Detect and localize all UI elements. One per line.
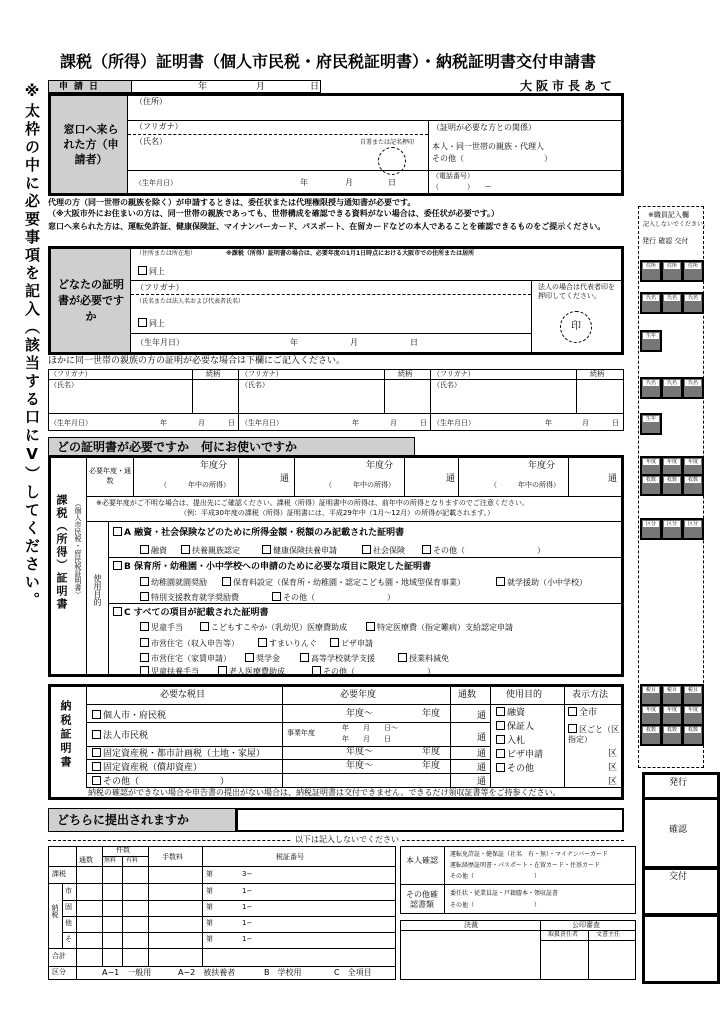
family-name-3[interactable]: （氏名） <box>433 381 461 389</box>
deliver-box: 交付 <box>642 866 720 916</box>
section-submit-to: どちらに提出されますか <box>48 808 236 832</box>
staff-stamp-box: 区分 <box>661 518 683 540</box>
tax-shokyaku[interactable]: 固定資産税（償却資産） <box>92 762 202 773</box>
tax-kotei[interactable]: 固定資産税・都市計画税（土地・家屋） <box>92 748 265 759</box>
staff-stamp-box: 区分 <box>640 518 662 540</box>
page-title: 課税（所得）証明書（個人市民税・府民税証明書）・納税証明書交付申請書 <box>60 52 597 71</box>
target-same-address[interactable]: 同上 <box>138 266 165 276</box>
applicant-birth[interactable]: （生年月日） <box>135 179 177 187</box>
staff-stamp-box: 区分 <box>682 518 704 540</box>
staff-stamp-box: 年度 <box>640 704 662 726</box>
tax-year-3[interactable]: 年度分 <box>528 461 556 471</box>
applicant-address[interactable]: （住所） <box>135 97 167 106</box>
staff-stamp-box: 生年 <box>640 330 662 352</box>
staff-stamp-box: 生年 <box>640 413 662 435</box>
applicant-label-cell: 窓口へ来られた方（申請者） <box>51 96 128 193</box>
staff-stamp-box: 枚数 <box>640 474 662 496</box>
submit-to-field[interactable] <box>236 808 624 832</box>
tax-kojin[interactable]: 個人市・府民税 <box>92 710 166 721</box>
staff-stamp-box: 氏名 <box>661 377 683 399</box>
family-name-1[interactable]: （氏名） <box>50 381 78 389</box>
staff-stamp-box: 氏名 <box>640 292 662 314</box>
relation-options[interactable]: 本人・同一世帯の親族・代理人 <box>432 142 544 151</box>
phone-field[interactable]: （ ） ー <box>432 183 492 191</box>
staff-stamp-box: 年度 <box>682 456 704 478</box>
target-label-cell: どなたの証明書が必要ですか <box>51 249 131 352</box>
staff-remarks-box <box>642 914 720 984</box>
staff-stamp-box: 住所 <box>640 260 662 282</box>
staff-stamp-box: 氏名 <box>682 377 704 399</box>
date-label-cell: 申請日 <box>48 80 132 93</box>
tax-other[interactable]: その他（ ） <box>92 776 229 787</box>
section-which-certificate: どの証明書が必要ですか 何にお使いですか <box>48 437 415 457</box>
staff-stamp-box: 税目 <box>640 684 662 706</box>
tax-hojin[interactable]: 法人市民税 <box>92 730 148 741</box>
staff-stamp-box: 年度 <box>640 456 662 478</box>
family-birth-2[interactable]: （生年月日） <box>241 419 283 427</box>
addressee: 大阪市長あて <box>520 79 617 93</box>
staff-stamp-box: 枚数 <box>640 724 662 746</box>
staff-stamp-box: 氏名 <box>640 377 662 399</box>
purpose-c[interactable]: C すべての項目が記載された証明書 <box>113 607 269 618</box>
corporate-seal: 印 <box>560 311 592 343</box>
staff-stamp-box: 年度 <box>661 456 683 478</box>
target-same-name[interactable]: 同上 <box>138 318 165 328</box>
target-birth[interactable]: （生年月日） <box>136 338 184 347</box>
staff-stamp-box: 年度 <box>682 704 704 726</box>
family-birth-3[interactable]: （生年月日） <box>433 419 475 427</box>
staff-stamp-box: 税目 <box>661 684 683 706</box>
check-box: 確認 <box>642 798 720 870</box>
staff-stamp-box: 税目 <box>682 684 704 706</box>
side-instruction: ※太枠の中に必要事項を記入（該当する口にV）してください。 <box>23 82 41 610</box>
staff-stamp-box: 住所 <box>682 260 704 282</box>
staff-stamp-box: 年度 <box>661 704 683 726</box>
application-date-field[interactable]: 年 月 日 <box>131 80 321 93</box>
staff-stamp-box: 枚数 <box>661 474 683 496</box>
staff-stamp-box: 氏名 <box>682 292 704 314</box>
applicant-name[interactable]: （氏名） <box>135 137 167 146</box>
staff-stamp-box: 枚数 <box>682 474 704 496</box>
approval-table <box>400 920 636 980</box>
family-birth-1[interactable]: （生年月日） <box>50 419 92 427</box>
tax-year-1[interactable]: 年度分 <box>200 461 228 471</box>
purpose-a[interactable]: A 融資・社会保険などのために所得金額・税額のみ記載された証明書 <box>113 527 404 538</box>
staff-stamp-box: 氏名 <box>661 292 683 314</box>
tax-year-2[interactable]: 年度分 <box>366 461 394 471</box>
staff-stamp-box: 枚数 <box>682 724 704 746</box>
issue-box: 発行 <box>642 772 720 800</box>
family-name-2[interactable]: （氏名） <box>241 381 269 389</box>
purpose-b[interactable]: B 保育所・幼稚園・小中学校への申請のために必要な項目に限定した証明書 <box>113 561 431 572</box>
staff-stamp-box: 住所 <box>661 260 683 282</box>
staff-stamp-box: 枚数 <box>661 724 683 746</box>
